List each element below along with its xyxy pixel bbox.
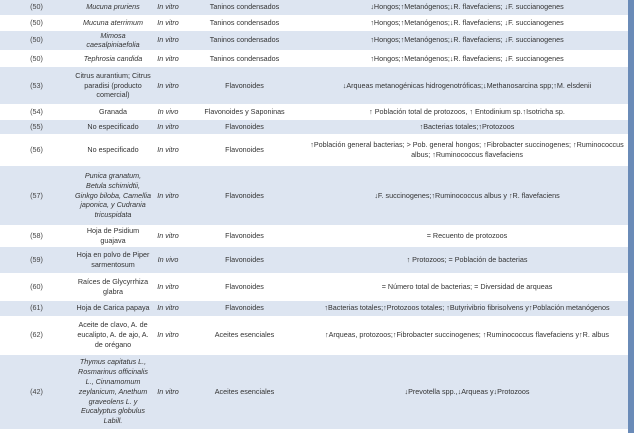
source-cell: Aceite de clavo, A. de eucalipto, A. de ajo, A. de orégano xyxy=(73,316,153,354)
effect-cell: ↑Bacterias totales;↑Protozoos totales; ↑Butyrivibrio fibrisolvens y↑Población metanógenos xyxy=(306,300,628,316)
table-row xyxy=(0,226,628,247)
effect-cell: = Número total de bacterias; = Diversidad de arqueas xyxy=(306,273,628,300)
compound-cell: Taninos condensados xyxy=(183,30,306,51)
effect-cell: ↓F. succinogenes;↑Ruminococcus albus y ↑R. flavefaciens xyxy=(306,166,628,226)
source-cell: Raíces de Glycyrrhiza glabra xyxy=(73,273,153,300)
mode-cell: In vitro xyxy=(153,120,183,135)
ref-cell: (42) xyxy=(0,354,73,429)
effect-cell: ↑Población general bacterias; > Pob. general hongos; ↑Fibrobacter succinogenes; ↑Ruminococcus albus; ↑Ruminococcus flavefaciens xyxy=(306,135,628,166)
ref-cell: (55) xyxy=(0,120,73,135)
ref-cell: (60) xyxy=(0,273,73,300)
source-cell: Granada xyxy=(73,105,153,120)
page-edge-bar xyxy=(628,0,634,433)
effect-cell: ↓Prevotella spp.,↓Arqueas y↓Protozoos xyxy=(306,354,628,429)
effect-cell: ↑ Población total de protozoos, ↑ Entodinium sp.↑Isotricha sp. xyxy=(306,105,628,120)
compound-cell: Aceites esenciales xyxy=(183,354,306,429)
ref-cell: (62) xyxy=(0,316,73,354)
compound-cell: Flavonoides xyxy=(183,120,306,135)
effect-cell: ↑ Protozoos; = Población de bacterias xyxy=(306,246,628,273)
mode-cell: In vitro xyxy=(153,354,183,429)
mode-cell: In vitro xyxy=(153,316,183,354)
mode-cell: In vitro xyxy=(153,226,183,247)
mode-cell: In vitro xyxy=(153,30,183,51)
ref-cell: (50) xyxy=(0,30,73,51)
source-cell: Citrus aurantium; Citrus paradisi (producto comercial) xyxy=(73,67,153,105)
mode-cell: In vitro xyxy=(153,273,183,300)
source-cell: Mucuna pruriens xyxy=(73,0,153,15)
effect-cell: ↓Hongos;↑Metanógenos;↓R. flavefaciens; ↓F. succianogenes xyxy=(306,0,628,15)
ref-cell: (57) xyxy=(0,166,73,226)
table-row xyxy=(0,120,628,135)
mode-cell: In vitro xyxy=(153,135,183,166)
mode-cell: In vitro xyxy=(153,300,183,316)
effect-cell: ↑Bacterias totales;↑Protozoos xyxy=(306,120,628,135)
source-cell: Tephrosia candida xyxy=(73,51,153,67)
table-row xyxy=(0,300,628,316)
compound-cell: Taninos condensados xyxy=(183,0,306,15)
compound-cell: Taninos condensados xyxy=(183,15,306,30)
effect-cell: = Recuento de protozoos xyxy=(306,226,628,247)
ref-cell: (50) xyxy=(0,15,73,30)
effect-cell: ↑Hongos;↑Metanógenos;↓R. flavefaciens; ↓F. succianogenes xyxy=(306,15,628,30)
mode-cell: In vitro xyxy=(153,15,183,30)
ref-cell: (58) xyxy=(0,226,73,247)
compound-cell: Flavonoides xyxy=(183,67,306,105)
table-row xyxy=(0,105,628,120)
ref-cell: (53) xyxy=(0,67,73,105)
compound-cell: Flavonoides xyxy=(183,246,306,273)
source-cell: No especificado xyxy=(73,135,153,166)
compound-cell: Flavonoides xyxy=(183,226,306,247)
mode-cell: In vitro xyxy=(153,0,183,15)
table-row xyxy=(0,15,628,30)
effect-cell: ↑Hongos;↑Metanógenos;↓R. flavefaciens; ↓F. succianogenes xyxy=(306,51,628,67)
effect-cell: ↑Hongos;↑Metanógenos;↓R. flavefaciens; ↓F. succianogenes xyxy=(306,30,628,51)
compound-cell: Taninos condensados xyxy=(183,51,306,67)
source-cell: Hoja de Carica papaya xyxy=(73,300,153,316)
compound-cell: Flavonoides y Saponinas xyxy=(183,105,306,120)
table-row xyxy=(0,166,628,226)
source-cell: Mucuna aterrimum xyxy=(73,15,153,30)
table-row xyxy=(0,51,628,67)
effect-cell: ↓Arqueas metanogénicas hidrogenotróficas;↓Methanosarcina spp;↑M. elsdenii xyxy=(306,67,628,105)
ref-cell: (54) xyxy=(0,105,73,120)
compound-cell: Flavonoides xyxy=(183,135,306,166)
ref-cell: (56) xyxy=(0,135,73,166)
mode-cell: In vitro xyxy=(153,166,183,226)
table-row xyxy=(0,135,628,166)
source-cell: Mimosa caesalpiniaefolia xyxy=(73,30,153,51)
mode-cell: In vitro xyxy=(153,67,183,105)
table-row xyxy=(0,316,628,354)
ref-cell: (50) xyxy=(0,51,73,67)
source-cell: No especificado xyxy=(73,120,153,135)
source-cell: Hoja en polvo de Piper sarmentosum xyxy=(73,246,153,273)
source-cell: Thymus capitatus L., Rosmarinus officinalis L., Cinnamomum zeylanicum, Anethum graveolens L. y Eucalyptus globulus Labill. xyxy=(73,354,153,429)
source-cell: Hoja de Psidium guajava xyxy=(73,226,153,247)
table-row xyxy=(0,273,628,300)
source-cell: Punica granatum, Betula schimidtii, Ginkgo biloba, Camellia japonica, y Cudrania tricuspidata xyxy=(73,166,153,226)
mode-cell: In vitro xyxy=(153,51,183,67)
mode-cell: In vivo xyxy=(153,246,183,273)
effect-cell: ↑Arqueas, protozoos;↑Fibrobacter succinogenes; ↑Ruminococcus flavefaciens y↑R. albus xyxy=(306,316,628,354)
table-row xyxy=(0,30,628,51)
mode-cell: In vivo xyxy=(153,105,183,120)
ref-cell: (61) xyxy=(0,300,73,316)
compound-cell: Flavonoides xyxy=(183,166,306,226)
compound-cell: Flavonoides xyxy=(183,300,306,316)
ref-cell: (50) xyxy=(0,0,73,15)
table-row xyxy=(0,246,628,273)
compound-cell: Flavonoides xyxy=(183,273,306,300)
table-row xyxy=(0,67,628,105)
ref-cell: (59) xyxy=(0,246,73,273)
compound-cell: Aceites esenciales xyxy=(183,316,306,354)
table-row xyxy=(0,0,628,15)
table-row xyxy=(0,354,628,429)
